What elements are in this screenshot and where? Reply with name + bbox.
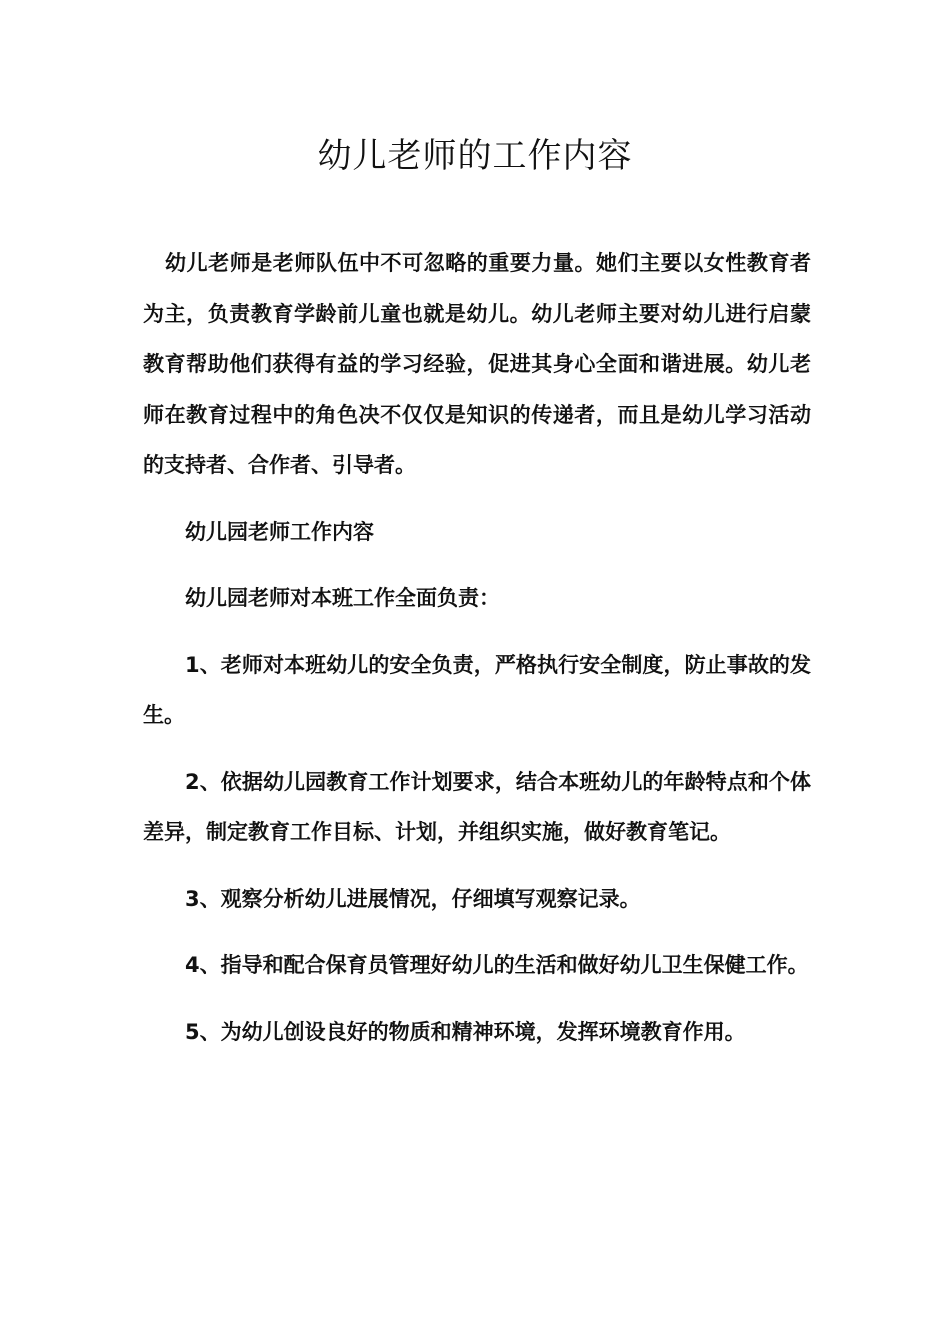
intro-paragraph: 幼儿老师是老师队伍中不可忽略的重要力量。她们主要以女性教育者为主，负责教育学龄前儿童也就是幼儿。幼儿老师主要对幼儿进行启蒙教育帮助他们获得有益的学习经验，促进其身心全面和谐进展。幼儿老师在教育过程中的角色决不仅仅是知识的传递者，而且是幼儿学习活动的支持者、合作者、引导者。 — [143, 251, 811, 477]
section-lead: 幼儿园老师对本班工作全面负责： — [185, 586, 500, 610]
list-item: 4、指导和配合保育员管理好幼儿的生活和做好幼儿卫生保健工作。 — [185, 953, 809, 977]
list-item: 3、观察分析幼儿进展情况，仔细填写观察记录。 — [185, 886, 641, 911]
list-item: 5、为幼儿创设良好的物质和精神环境，发挥环境教育作用。 — [185, 1019, 746, 1044]
section-heading: 幼儿园老师工作内容 — [185, 519, 374, 544]
list-item: 2、依据幼儿园教育工作计划要求，结合本班幼儿的年龄特点和个体差异，制定教育工作目标、计划，并组织实施，做好教育笔记。 — [143, 769, 811, 844]
document-body — [143, 238, 811, 1073]
document-title: 幼儿老师的工作内容 — [317, 136, 633, 176]
list-item: 1、老师对本班幼儿的安全负责，严格执行安全制度，防止事故的发生。 — [143, 652, 811, 727]
